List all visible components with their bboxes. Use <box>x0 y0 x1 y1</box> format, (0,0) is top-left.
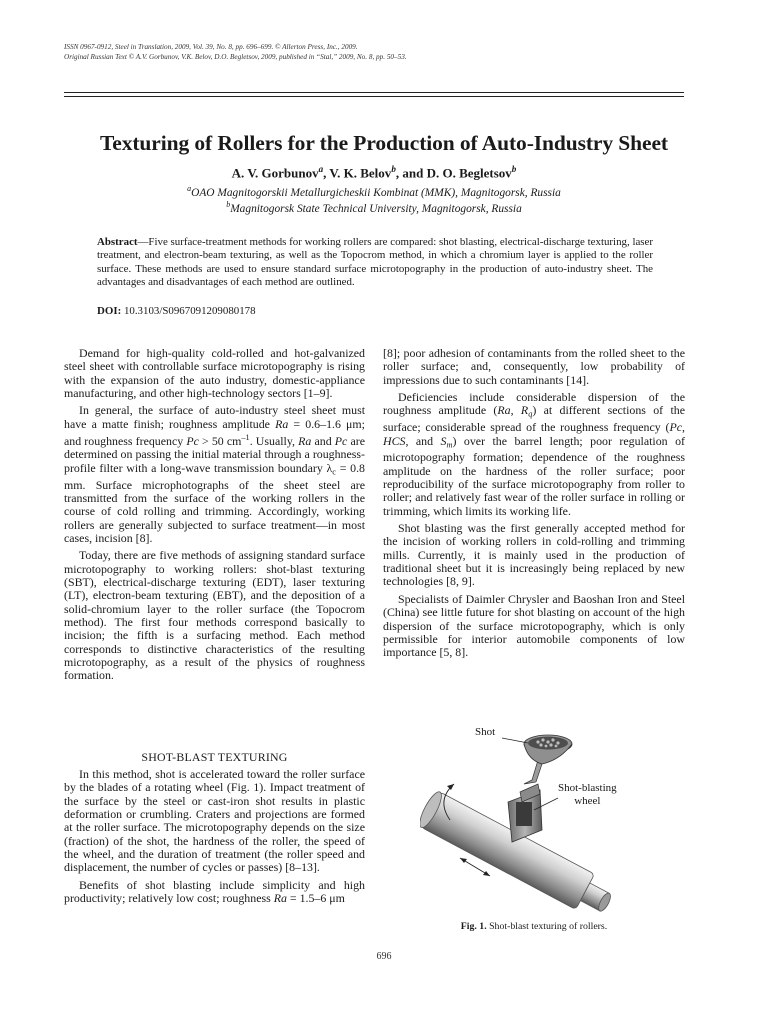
author-3-affil: b <box>511 164 517 174</box>
abstract-text: —Five surface-treatment methods for working rollers are compared: shot blasting, electrical-discharge texturing, laser treatment, and electron-beam texturing, as well as the Topocrom method, in which a chromium layer is applied to the roller surface. These methods are used to ensure standard surface microtopography in the production of auto-industry sheet. The advantages and disadvantages of each method are outlined. <box>97 236 653 288</box>
caption-text: Shot-blast texturing of rollers. <box>486 921 608 932</box>
doi-value: 10.3103/S0967091209080178 <box>123 305 256 317</box>
author-2: V. K. Belov <box>329 165 392 181</box>
figure-1-caption <box>383 921 685 932</box>
left-paragraph-3: Today, there are five methods of assigning standard surface microtopography to working rollers: shot-blast texturing (SBT), electrical-discharge texturing (EDT), laser texturing (LT), electron-beam texturing (EBT), and the deposition of a solid-chromium layer to the roller surface (the Topocrom method). The first four methods correspond basically to incision; the fifth is a surfacing method. Each method corresponds to distinctive characteristics of the resulting microtopography, as a result of the physics of roughness formation. <box>64 548 365 683</box>
header-rule-bottom <box>64 96 684 97</box>
page-number: 696 <box>376 951 392 962</box>
affiliation-b <box>64 200 684 215</box>
abstract-label: Abstract <box>97 236 138 248</box>
left-paragraph-4: In this method, shot is accelerated toward the roller surface by the blades of a rotating wheel (Fig. 1). Impact treatment of the surface by the steel or cast-iron shot results in plastic deformation or crumbling. Craters and projections are formed at the roller surface. The microtopography depends on the size (fraction) of the shot, the hardness of the roller, the speed of the wheel, and the duration of treatment (the roller speed and displacement, the number of cycles or passes) [8–13]. <box>64 767 365 875</box>
right-paragraph-3: Shot blasting was the first generally accepted method for the incision of working rollers in cold-rolling and trimming mills. Currently, it is mainly used in the production of traditional sheet but it is increasingly being replaced by new technologies [8, 9]. <box>383 521 685 589</box>
doi <box>97 305 256 317</box>
doi-label: DOI: <box>97 305 122 317</box>
section-heading-shot-blast: SHOT-BLAST TEXTURING <box>141 750 288 764</box>
left-paragraph-5: Benefits of shot blasting include simplicity and high productivity; relatively low cost; roughness Ra = 1.5–6 μm <box>64 877 365 906</box>
journal-header <box>64 43 704 62</box>
author-2-affil: b <box>391 164 396 174</box>
right-column <box>383 347 685 660</box>
shot-blasting-illustration <box>420 720 660 920</box>
left-paragraph-1: Demand for high-quality cold-rolled and hot-galvanized steel sheet with controllable surface microtopography is rising with the expansion of the auto industry, domestic-appliance manufacturing, and other high-technology sectors [1–9]. <box>64 346 365 401</box>
header-line-2: Original Russian Text © A.V. Gorbunov, V.K. Belov, D.O. Begletsov, 2009, published in “Stal,” 2009, No. 8, pp. 50–53. <box>64 52 407 61</box>
affiliation-a-text: OAO Magnitogorskii Metallurgicheskii Kombinat (MMK), Magnitogorsk, Russia <box>191 186 561 199</box>
left-column-section <box>64 768 365 905</box>
header-rule-top <box>64 92 684 93</box>
header-line-1: ISSN 0967-0912, Steel in Translation, 2009, Vol. 39, No. 8, pp. 696–699. © Allerton Press, Inc., 2009. <box>64 43 358 51</box>
label-shot: Shot <box>475 726 496 738</box>
right-paragraph-2: Deficiencies include considerable dispersion of the roughness amplitude (Ra, $R_q$) at different sections of the surface; considerable spread of the roughness frequency (Pc, HCS, and $S_m$) over the barrel length; poor regulation of microtopography formation; dependence of the roughness amplitude on the hardness of the roller surface; poor reproducibility of the surface microtopography from roller to roller; and relatively fast wear of the roller surface in rolling or trimming, which limits its working life. <box>383 390 685 518</box>
affiliation-b-mark: b <box>226 200 231 209</box>
authors: A. V. Gorbunov$^a$, V. K. Belov$^b$, and D. O. Begletsov$^b$ <box>231 164 517 181</box>
right-paragraph-4: Specialists of Daimler Chrysler and Baoshan Iron and Steel (China) see little future for shot blasting on account of the high dispersion of the surface microtopography, which is only permissible for interior automobile components of low importance [5, 8]. <box>383 591 685 660</box>
affiliation-a-mark: a <box>187 184 192 193</box>
affiliation-b-text: Magnitogorsk State Technical University, Magnitogorsk, Russia <box>230 202 522 215</box>
right-paragraph-1: [8]; poor adhesion of contaminants from the rolled sheet to the roller surface; and, consequently, low probability of impressions due to such contaminants [14]. <box>383 346 685 387</box>
author-1-affil: a <box>318 164 324 174</box>
left-paragraph-2: In general, the surface of auto-industry steel sheet must have a matte finish; roughness amplitude Ra = 0.6–1.6 μm; and roughness frequency Pc > 50 $cm^{-1}$. Usually, Ra and Pc are determined on passing the initial material through a roughness-profile filter with a long-wave transmission boundary $\lambda_c = 0.8$ mm. Surface microphotographs of the sheet steel are transmitted from the surface of the working rollers in the course of cold rolling and trimming. Accordingly, working rollers are generally subjected to surface treatment—in most cases, incision [8]. <box>64 403 366 545</box>
author-1: A. V. Gorbunov <box>231 165 319 181</box>
figure-1 <box>420 720 660 920</box>
left-column-intro <box>64 347 365 683</box>
paper-title: Texturing of Rollers for the Production of Auto-Industry Sheet <box>100 131 668 155</box>
caption-label: Fig. 1. <box>460 921 487 932</box>
affiliation-a <box>64 184 684 199</box>
label-shot-blasting-wheel: Shot-blasting wheel <box>558 782 617 807</box>
abstract <box>97 236 653 289</box>
author-3: and D. O. Begletsov <box>402 165 512 181</box>
